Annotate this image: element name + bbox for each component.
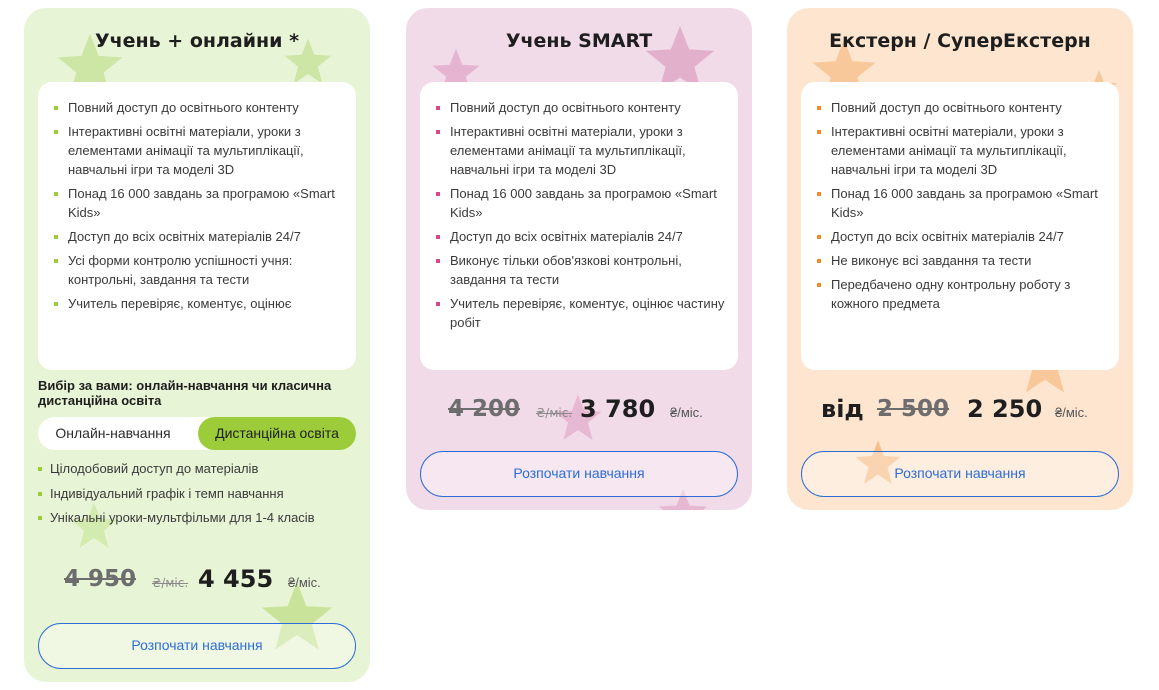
- bullet-icon: [436, 302, 440, 306]
- list-item: Індивідуальний графік і темп навчання: [48, 485, 358, 502]
- new-price: 3 780: [580, 395, 656, 423]
- bullet-icon: [38, 467, 42, 471]
- list-item: Усі форми контролю успішності учня: контрольні, завдання та тести: [60, 251, 344, 289]
- old-price-unit: ₴/міс.: [152, 576, 189, 590]
- old-price: 4 200: [448, 396, 521, 422]
- price-unit: ₴/міс.: [670, 405, 703, 420]
- price-from-label: від: [821, 395, 864, 423]
- features-list: [60, 98, 344, 313]
- list-item: Передбачено одну контрольну роботу з кожного предмета: [823, 275, 1107, 313]
- plan-title: Учень SMART: [505, 30, 653, 52]
- old-price: 4 950: [64, 566, 137, 592]
- features-box: [420, 82, 738, 370]
- bullet-icon: [54, 235, 58, 239]
- list-item: Повний доступ до освітнього контенту: [60, 98, 344, 117]
- list-item: Інтерактивні освітні матеріали, уроки з елементами анімації та мультиплікації, навчальні ігри та моделі 3D: [442, 122, 726, 179]
- list-item: Інтерактивні освітні матеріали, уроки з елементами анімації та мультиплікації, навчальні ігри та моделі 3D: [60, 122, 344, 179]
- bullet-icon: [817, 106, 821, 110]
- bullet-icon: [54, 259, 58, 263]
- list-item: Понад 16 000 завдань за програмою «Smart Kids»: [60, 184, 344, 222]
- bullet-icon: [54, 192, 58, 196]
- plan-title: Екстерн / СуперЕкстерн: [829, 30, 1091, 52]
- start-learning-button[interactable]: Розпочати навчання: [420, 451, 738, 497]
- new-price: 4 455: [198, 565, 274, 593]
- bullet-icon: [436, 192, 440, 196]
- list-item: Повний доступ до освітнього контенту: [823, 98, 1107, 117]
- old-price: 2 500: [877, 396, 950, 422]
- features-box: [38, 82, 356, 370]
- bullet-icon: [436, 130, 440, 134]
- list-item: Виконує тільки обов'язкові контрольні, завдання та тести: [442, 251, 726, 289]
- price-unit: ₴/міс.: [288, 575, 321, 590]
- bullet-icon: [54, 130, 58, 134]
- extra-features-list: [48, 460, 358, 534]
- choice-title: Вибір за вами: онлайн-навчання чи класична дистанційна освіта: [38, 378, 332, 408]
- old-price-unit: ₴/міс.: [536, 406, 573, 420]
- list-item: Не виконує всі завдання та тести: [823, 251, 1107, 270]
- features-list: [442, 98, 726, 332]
- bullet-icon: [817, 235, 821, 239]
- bullet-icon: [817, 259, 821, 263]
- toggle-option-distance[interactable]: Дистанційна освіта: [198, 417, 356, 450]
- list-item: Інтерактивні освітні матеріали, уроки з елементами анімації та мультиплікації, навчальні ігри та моделі 3D: [823, 122, 1107, 179]
- features-box: [801, 82, 1119, 370]
- list-item: Доступ до всіх освітніх матеріалів 24/7: [442, 227, 726, 246]
- bullet-icon: [436, 259, 440, 263]
- list-item: Повний доступ до освітнього контенту: [442, 98, 726, 117]
- start-learning-button[interactable]: Розпочати навчання: [38, 623, 356, 669]
- list-item: Учитель перевіряє, коментує, оцінює частину робіт: [442, 294, 726, 332]
- bullet-icon: [817, 130, 821, 134]
- toggle-option-online[interactable]: Онлайн-навчання: [55, 425, 171, 441]
- price-block: [787, 394, 1133, 428]
- bullet-icon: [38, 516, 42, 520]
- features-list: [823, 98, 1107, 313]
- list-item: Учитель перевіряє, коментує, оцінює: [60, 294, 344, 313]
- bullet-icon: [54, 302, 58, 306]
- learning-mode-toggle: [38, 417, 356, 450]
- plan-card-online: [24, 8, 370, 682]
- bullet-icon: [38, 492, 42, 496]
- bullet-icon: [436, 235, 440, 239]
- price-block: [24, 564, 370, 598]
- plan-card-smart: [406, 8, 752, 510]
- bullet-icon: [817, 192, 821, 196]
- list-item: Унікальні уроки-мультфільми для 1-4 класів: [48, 509, 358, 526]
- list-item: Понад 16 000 завдань за програмою «Smart Kids»: [823, 184, 1107, 222]
- plan-title: Учень + онлайни *: [94, 30, 300, 52]
- list-item: Цілодобовий доступ до матеріалів: [48, 460, 358, 477]
- bullet-icon: [54, 106, 58, 110]
- list-item: Доступ до всіх освітніх матеріалів 24/7: [823, 227, 1107, 246]
- new-price: 2 250: [967, 395, 1043, 423]
- price-block: [406, 394, 752, 428]
- plan-card-extern: [787, 8, 1133, 510]
- price-unit: ₴/міс.: [1055, 405, 1088, 420]
- bullet-icon: [817, 283, 821, 287]
- list-item: Понад 16 000 завдань за програмою «Smart Kids»: [442, 184, 726, 222]
- start-learning-button[interactable]: Розпочати навчання: [801, 451, 1119, 497]
- list-item: Доступ до всіх освітніх матеріалів 24/7: [60, 227, 344, 246]
- bullet-icon: [436, 106, 440, 110]
